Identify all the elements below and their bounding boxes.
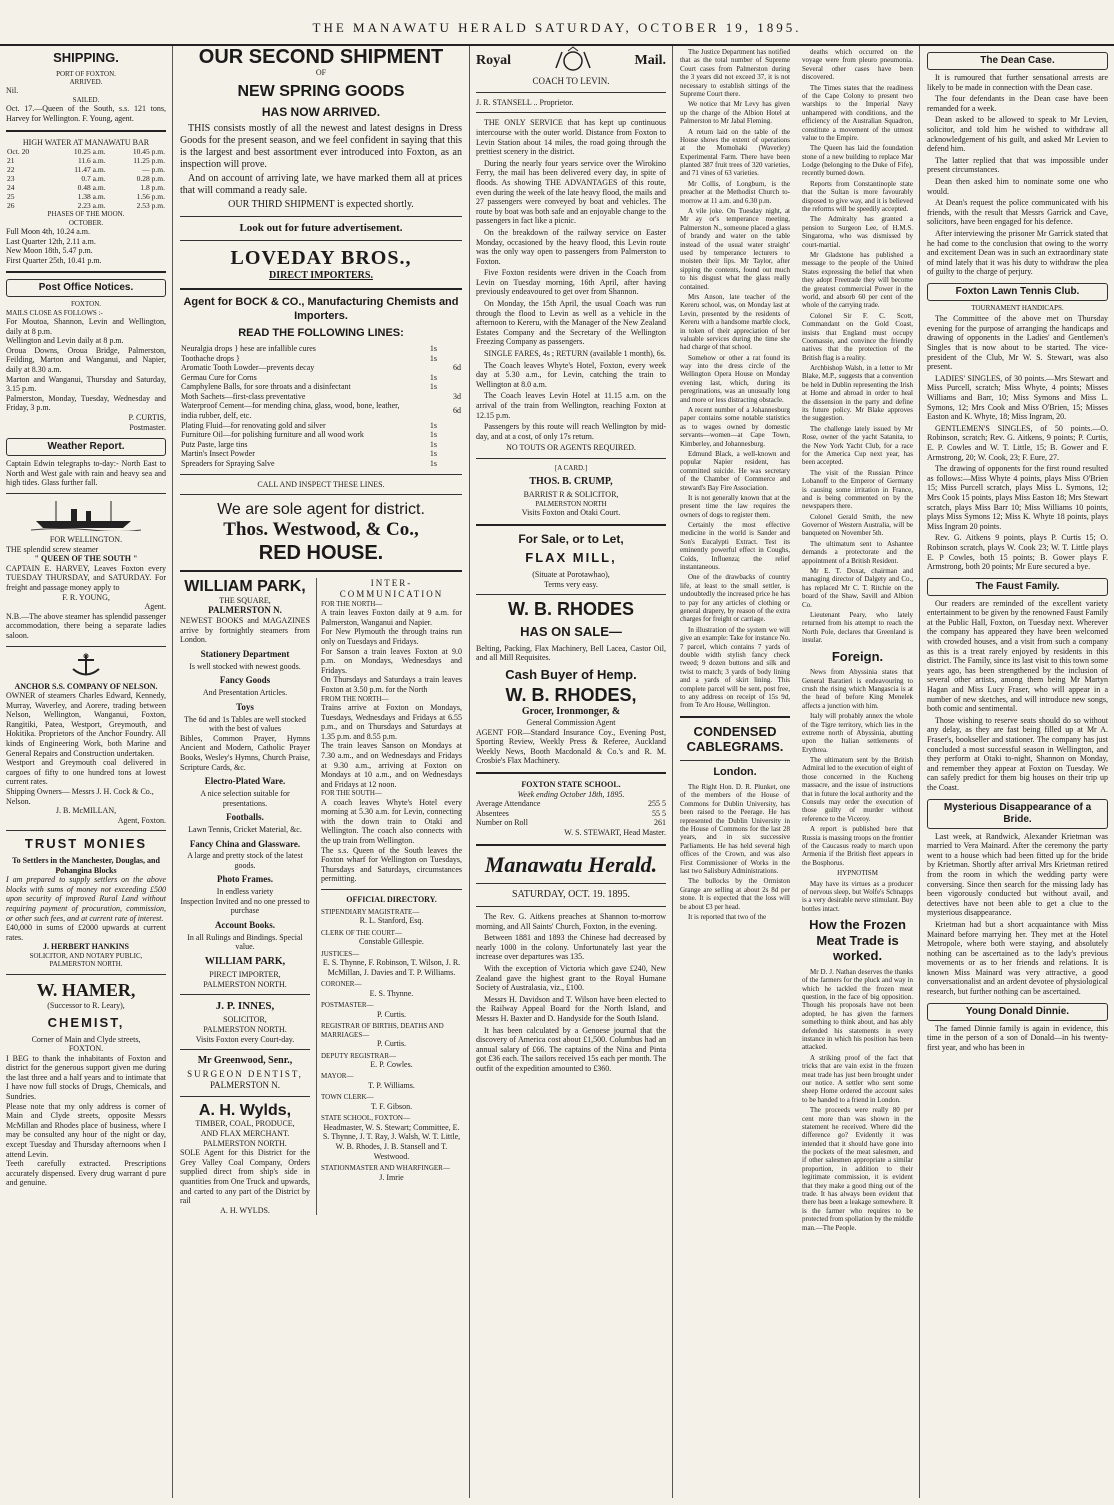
directory-office: CORONER— [321,980,362,989]
price-row [180,354,462,364]
column-4: The Justice Department has notified that as the total number of Supreme Court cases from Palmerston during the 3 years did not exceed 37, it is not necessary to establish sittings of the Supreme Court there. We notice that Mr Levy has given up the charge of the Albion Hotel at Palmerston to Mr Jabal Fleming. A return laid on the table of the House shows the extent of operations at the Momohaki (Waverley) Experimental Farm. There have been planted 387 fruit trees of 320 varieties, and 71 vines of 63 varieties. Mr Collis, of Longburn, is the preacher at the Methodist Church to-morrow at 11 a.m. and 6.30 p.m. A vile joke. On Tuesday night, at Mr ay or's temperance meeting, Palmerston N., someone placed a glass of brandy and water on the table instead of the usual water straight' used by temperance lecturers to moisten their lips. Mr Taylor, after sipping the contents, found out much to his disgust what the glass really contained. Mrs Anson, late teacher of the Kereru school, was, on Monday last at Levin, presented by the residents of Kereru with a handsome marble clock, in token of their appreciation of her valuable services during the time she had charge of that school. Somehow or other a rat found its way into the dress circle of the Wellington Opera House on Monday evening last, which, during its peregrinations, was an unusually long and more or less distracting obstacle. A recent number of a Johannesburg paper contains some notable statistics as to wages owned by domestic servants—women—at Cape Town, Kimberley, and Johannesburg. Edmund Black, a well-known and popular Napier resident, has committed suicide. He was secretary of the Chamber of Commerce and steward's Bay Fire Association. It is not generally known that at the present time the law requires the owners of dogs to register them. Certainly the most effective medicine in the world is Sander and Son's Eucalypti Extract. Test its eminently powerful effect in Coughs, Colds, Influenza; the relief instantaneous. One of the drawbacks of country life, at least to the small settler, is undoubtedly the increased price he has to pay for any articles of clothing or general drapery, by reason of the extra charges for freight or carriage. In illustration of the system we will give an example: Take for instance No. 7 parcel, which contains 7 yards of double width stylish fancy check tweed; 9 dozen buttons and silk and twist to match; 3 yards of body lining and a yards of skirt lining. This complete parcel will be sent, post free, to any address on receipt of 15s 9d, from Te Aro House, Wellington. CONDENSED CABLEGRAMS. London. The Right Hon. D. R. Plunket, one of the members of the House of Commons for Dublin University, has been raised to the Peerage. He has represented the Dublin University in the House of Commons for the last 28 years, and in six successive Parliaments. He has held several high offices of the Crown, and was also First Commissioner of Works in the last two Salisbury Administrations. The bullocks by the Ormiston Grange are selling at about 2s 8d per stone. It is expected that the loss will be about £3 per head. It is reported that two of the [680,48,790,921]
news-paragraph: Archbishop Walsh, in a letter to Mr Blake, M.P., suggests that a convention be held in Dublin representing the Irish at Home and abroad in order to heal the dissension in the party and define its future policy. Mr Blake approves the suggestion. [802,364,913,423]
tide-cell: 24 [7,183,15,193]
price-cell [414,392,438,402]
price-cell [438,430,462,440]
directory-holder: Constable Gillespie. [359,936,424,946]
tide-row [6,192,166,201]
tide-cell: 1.38 a.m. [77,192,106,202]
directory-holder: P. Curtis. [376,1009,407,1019]
tide-row [6,174,166,183]
tide-row [6,156,166,165]
tide-row [6,165,166,174]
price-cell: 1s [429,430,437,440]
tennis-title: Foxton Lawn Tennis Club. [927,283,1108,301]
for-wellington-title: FOR WELLINGTON. [49,534,123,544]
tide-cell: 11.47 a.m. [74,165,106,175]
tide-title: HIGH WATER AT MANAWATU BAR [22,137,150,147]
directory-office: JUSTICES— [321,949,360,958]
bock-price-list [180,344,462,469]
column-5: The Dean Case. It is rumoured that further sensational arrests are likely to be made in connection with the Dean case. The four defendants in the Dean case have been remanded for a week. Dean asked to be allowed to speak to Mr Levien, solicitor, and told him he wished to withdraw all acknowledgement of his guilt, and asked Mr Levien to defend him. The latter replied that that was impossible under present circumstances. Dean then asked him to nominate some one who would. At Dean's request the police communicated with his friends, with the result that Messrs Garrick and Cave, solicitors, have been engaged for his defence. After interviewing the prisoner Mr Garrick stated that he had come to the conclusion that owing to the worry and excitement Dean was in such an extraordinary state of mind lately that it was his duty to withdraw the plea of guilty to the charge of perjury. Foxton Lawn Tennis Club. TOURNAMENT HANDICAPS. The Committee of the above met on Thursday evening for the purpose of arranging the handicaps and drawing of opponents in the Ladies' and Gentlemen's Singles that is now about to be started. The vice-president of the Club, Mr W. S. Stewart, was also present. LADIES' SINGLES, of 30 points.—Mrs Stewart and Miss Purcell, scratch; Miss Whyte, 4 points; Misses Williams and Barr, 10; Miss Symons and Miss L. Symons, 12; Mrs Cook and Miss O'Brien, 15; Misses Easton and K. Whyte, 18; Miss Ingram, 20. GENTLEMEN'S SINGLES, of 50 points.—O. Robinson, scratch; Rev. G. Aitkens, 9 points; P. Curtis, E. P. Cowles and W. T. Little, 15; B. Gower and F. Armstrong, 20; W. Cook, 23; F. Eure, 27. The drawing of opponents for the first round resulted as follows:—Miss Whyte 4 points, plays Miss O'Brien 15; Miss Purcell scratch, plays Miss L. Symons, 12; Mrs Cook 15 points, plays Miss Easton 18; Mrs Stewart scratch, plays Miss Barr 10; Miss Williams 10 points, plays Miss Symons 12; Miss K. Whyte 18 points, plays Miss Ingram 20 points. Rev. G. Aitkens 9 points, plays P. Curtis 15; O. Robinson scratch, plays W. Cook 23; W. T. Little plays E. P Cowles, both 15 points; B. Gower plays F. Armstrong, both 20 points; Mr Eure secured a bye. The Faust Family. Our readers are reminded of the excellent variety entertainment to be given by the renowned Faust Family at the Public Hall, Foxton, on Tuesday next. Wherever the company has appeared they have been welcomed with crowded houses, and a visit from such a company as this is a treat rarely enjoyed by residents in this district. The Family, since its last visit to this town some years ago, has been strengthened by the inclusion of several other artists, among them being Mr Martyn Hagan and Miss Lucy Fraser, who will appear in a number of new sketches, and will introduce new songs, both comic and sentimental. Those wishing to reserve seats should do so without any delay, as they are fast being filled up at Mr A. Fraser's, bookseller and stationer. The company has just concluded a most successful season in Wellington, and they perform at Otaki to-night, Shannon on Monday, and remember they appear at Foxton on Tuesday. We can safely predict for them big houses on their trip up the Coast. Mysterious Disappearance of a Bride. Last week, at Randwick, Alexander Krietman was married to Vera Mainard. After the ceremony the party went to a house which had been fitted up for the bride by Krietman. Shortly after arrival Mrs Krietman retired from the room in which the wedding party were conversing. Since then search for the missing lady has been vigorously conducted but without avail, and detectives have not been able to get a clue to the mysterious disappearance. Krietman had but a short acquaintance with Miss Mainard before marrying her. They met at the Hotel Metropole, where both were staying, and absolutely nothing can be ascertained as to the lady's previous movements or as to her friends and relations. It is known Miss Mainard was very attractive, a good conversationalist and an ardent devotee of physiological research, but further nothing can be ascertained. Young Donald Dinnie. The famed Dinnie family is again in evidence, this time in the person of a son of Donald—in his twenty-first year, and who has been in [921,46,1114,1498]
news-paragraph: A striking proof of the fact that tricks that are vain exist in the frozen meat trade has just been brought under our notice. A settler who sent some sheep Home ordered the account sales to be handed to a friend in London. [802,1053,913,1104]
faust-title: The Faust Family. [927,578,1108,596]
news-heading: Foreign. [831,648,884,664]
price-row [180,449,462,459]
price-row [180,421,462,431]
price-cell: Toothache drops } [181,353,240,363]
news-paragraph: The visit of the Russian Prince Lobanoff to the Emperor of Germany is causing some irritation in France, and is being commented on by the newspapers there. [802,468,913,511]
directory-holder: R. L. Stanford, Esq. [359,916,424,925]
directory-office: STATIONMASTER AND WHARFINGER— [321,1164,450,1173]
price-row [180,382,462,392]
news-heading: HYPNOTISM [837,869,878,878]
mysterious-title: Mysterious Disappearance of a Bride. [927,799,1108,829]
price-cell: Plating Fluid—for renovating gold and silver [181,420,326,430]
directory-holder: E. S. Thynne, F. Robinson, T. Wilson, J. R. McMillan, J. Davies and T. P. Williams. [322,957,461,977]
news-paragraph: Mr E. T. Doxat, chairman and managing director of Dalgety and Co., has replaced Mr C. T. Ritchie on the board of the Shaw, Savill and Albion Co. [802,567,913,609]
tide-row [6,183,166,192]
directory-holder: P. Curtis. [376,1038,407,1048]
news-paragraph: A report is published here that Russia is massing troops on the frontier of the Caucasus ready to march upon Armenia if the British fleet appears in the Bosphorus. [802,825,913,867]
moon-phase: New Moon 18th, 5.47 p.m. [6,246,93,256]
moon-phase: First Quarter 25th, 10.41 p.m. [6,255,102,265]
news-paragraph: Italy will probably annex the whole of the Tigre territory, which lies in the extreme north of Abyssinia, abutting upon the Italian settlements of Erythrea. [802,712,913,754]
tide-cell: 2.53 p.m. [136,201,165,211]
price-row [180,344,462,354]
news-paragraph: The Times states that the readiness of the Cape Colony to present two warships to the Imperial Navy unhampered with conditions, and the efficiency of the Australian Squadron, constitute a movement of the utmost value to the Empire. [802,83,913,142]
dinnie-title: Young Donald Dinnie. [927,1003,1108,1021]
directory-holder: T. P. Williams. [368,1080,415,1090]
price-row [180,392,462,402]
price-cell: 1s [429,439,437,449]
inter-communication: INTER-COMMUNICATION FOR THE NORTH— A train leaves Foxton daily at 9 a.m. for Palmerston, Wanganui and Napier. For New Plymouth the through trains run only on Tuesdays and Fridays. For Sanson a train leaves Foxton at 9.0 p.m. on Mondays, Wednesdays and Fridays. On Thursdays and Saturdays a train leaves Foxton at 3.50 p.m. for the North FROM THE NORTH— Trains arrive at Foxton on Mondays, Tuesdays, Wednesdays and Fridays at 6.55 p.m., and on Thursdays and Saturdays at 1.35 p.m. and 8.55 p.m. The train leaves Sanson on Mondays at 7.30 a.m., and on Wednesdays and Fridays at 9.30 a.m., arriving at Foxton on Mondays at 10 a.m., and on Wednesdays and Fridays at 12 noon. FOR THE SOUTH— A coach leaves Whyte's Hotel every morning at 5.30 a.m. for Levin, connecting with the down train to Otaki and Wellington. The coach also connects with the up train from Wellington. The s.s. Queen of the South leaves the Foxton wharf for Wellington on Tuesdays, Thursdays and Saturdays, circumstances permitting. OFFICIAL DIRECTORY. STIPENDIARY MAGISTRATE— R. L. Stanford, Esq. CLERK OF THE COURT— Constable Gillespie. JUSTICES— E. S. Thynne, F. Robinson, T. Wilson, J. R. McMillan, J. Davies and T. P. Williams. CORONER— E. S. Thynne. POSTMASTER— P. Curtis. REGISTRAR OF BIRTHS, DEATHS AND MARRIAGES— P. Curtis. DEPUTY REGISTRAR— E. P. Cowles. MAYOR— T. P. Williams. TOWN CLERK— T. F. Gibson. STATE SCHOOL, FOXTON— Headmaster, W. S. Stewart; Committee, E. S. Thynne, J. T. Ray, J. Walsh, W. T. Little, W. B. Rhodes, J. B. Stansell and T. Westwood. STATIONMASTER AND WHARFINGER— J. Imrie [316,578,462,1215]
price-cell: 6d [453,363,461,373]
price-row [180,459,462,469]
price-cell [438,354,462,364]
mail-line: For Moutoa, Shannon, Levin and Wellington, daily at 8 p.m. [6,317,166,336]
price-cell [438,421,462,431]
tide-cell: Oct. 20 [7,147,30,157]
news-paragraph: Lieutenant Peary, who lately returned from his attempt to reach the North Pole, declares that Greenland is insular. [802,611,913,645]
directory-holder: E. S. Thynne. [369,988,414,998]
price-cell [438,449,462,459]
tide-row [6,201,166,210]
tide-cell: 10.45 p.m. [132,147,165,157]
news-paragraph: The Admiralty has granted a pension to Surgeon Lee, of H.M.S. Singaroma, who was dismissed by court-martial. [802,215,913,249]
tide-row [6,147,166,156]
mail-line: Palmerston, Monday, Tuesday, Wednesday and Friday, 3 p.m. [6,393,166,413]
column-1: SHIPPING. PORT OF FOXTON. ARRIVED. Nil. SAILED. Oct. 17.—Queen of the South, s.s. 121 tons, Harvey for Wellington. F. Young, agent. HIGH WATER AT MANAWATU BAR Oct. 20 10.25 a.m. 10.45 p.m. 21 11.6 a.m. 11.25 p.m. 22 11.47 a.m. — p.m. 23 0.7 a.m. 0.28 p.m. 24 0.48 a.m. 1.8 p.m. 25 1.38 a.m. 1.56 p.m. 26 2.23 a.m. 2.53 p.m. PHASES OF THE MOON. OCTOBER. Full Moon 4th, 10.24 a.m. Last Quarter 12th, 2.11 a.m. New Moon 18th, 5.47 p.m. First Quarter 25th, 10.41 p.m. Post Office Notices. FOXTON. MAILS CLOSE AS FOLLOWS :- For Moutoa, Shannon, Levin and Wellington, daily at 8 p.m. Wellington and Levin daily at 8 p.m. Oroua Downs, Oroua Bridge, Palmerston, Feilding, Marton and Wanganui, and Napier, daily at 8.30 a.m. Marton and Wanganui, Thursday and Saturday, 3.15 p.m. Palmerston, Monday, Tuesday, Wednesday and Friday, 3 p.m. P. CURTIS, Postmaster. Weather Report. Captain Edwin telegraphs to-day:- North East to North and West gale with rain and heavy sea and high tides. Glass further fall. FOR WELLINGTON. THE splendid screw steamer " QUEEN OF THE SOUTH " CAPTAIN E. HARVEY, Leaves Foxton every TUESDAY THURSDAY, and SATURDAY. For freight and passage money apply to F. R. YOUNG, Agent. N.B.—The above steamer has splendid passenger accommodation, there being a separate ladies saloon. ANCHOR S.S. COMPANY OF NELSON. OWNER of steamers Charles Edward, Kennedy, Murray, Waverley, and Aorere, trading between Nelson, Wellington, Wanganui, Foxton, Rangitiki, Patea, Westport, Greymouth, and Hokitika. Proprietors of the Anchor Foundry. All kinds of Engineering Work, both Marine and General Repairs and Construction undertaken. Westport and Greymouth coal delivered in cargoes of fifty to one hundred tons at lowest current rates. Shipping Owners— Messrs J. H. Cock & Co., Nelson. J. B. McMILLAN, Agent, Foxton. TRUST MONIES To Settlers in the Manchester, Douglas, and Pohangina Blocks I am prepared to supply settlers on the above blocks with sums of money not exceeding £500 upon security of improved Rural Land without requiring payment of procuration, commission, or other such fees, and at current rate of interest. £40,000 in sums of £2000 upwards at current rates. J. HERBERT HANKINS SOLICITOR, AND NOTARY PUBLIC, PALMERSTON NORTH. W. HAMER, (Successor to R. Leary), CHEMIST, Corner of Main and Clyde streets, FOXTON. I BEG to thank the inhabitants of Foxton and district for the generous support given me during the last three and a half years and to intimate that I have now full stocks of Drugs, Chemicals, and Sundries. Please note that my only address is corner of Main and Clyde streets, opposite Messrs McMillan and Rhodes place of business, where I may be consulted any hour of the night or day, except Tuesday and Thursday afternoons when I attend Levin. Teeth carefully extracted. Prescriptions accurately dispensed. Every drug warrant d pure and genuine. [6,50,166,1188]
news-paragraph: Reports from Constantinople state that the Sultan is more favourably disposed to give way, and it is believed the reforms will be speedily accepted. [802,179,913,214]
price-cell: 3d [453,391,461,401]
news-paragraph: The challenge lately issued by Mr Rose, owner of the yacht Satanita, to the New York Yacht Club, for a race for the America Cup next year, has been accepted. [802,424,913,467]
trust-monies-title: TRUST MONIES [24,836,148,852]
second-shipment-title: OUR SECOND SHIPMENT [198,46,444,68]
steamer-illustration [31,499,141,531]
price-cell: Moth Sachets—first-class preventative [181,391,306,401]
price-row [180,401,462,420]
price-cell: 1s [429,343,437,353]
directory-office: DEPUTY REGISTRAR— [321,1051,396,1060]
post-office-title: Post Office Notices. [6,279,166,297]
price-row [180,363,462,373]
tide-cell: — p.m. [142,165,165,175]
column-2: OUR SECOND SHIPMENT OF NEW SPRING GOODS HAS NOW ARRIVED. THIS consists mostly of all the newest and latest designs in Dress Goods for the present season, and we feel confident in saying that this is the largest and best assortment ever introduced into Foxton, as an inspection will prove. And on account of arriving late, we have marked them all at prices that will command a ready sale. OUR THIRD SHIPMENT is expected shortly. Look out for future advertisement. LOVEDAY BROS., DIRECT IMPORTERS. Agent for BOCK & CO., Manufacturing Chemists and Importers. READ THE FOLLOWING LINES: Neuralgia drops } hese are infallible cures 1s Toothache drops } 1s Aromatic Tooth Lowder—prevents decay 6d Germau Cure for Corns 1s Camphylene Balls, for sore throats and a disinfectant 1s Moth Sachets—first-class preventative 3d Waterproof Cement—for mending china, glass, wood, bone, leather, india rubber, delf, etc. 6d Plating Fluid—for renovating gold and silver 1s Furniture Oil—for polishing furniture and all wood work 1s Putz Paste, large tins 1s Martin's Insect Powder 1s Spreaders for Spraying Salve 1s CALL AND INSPECT THESE LINES. We are sole agent for district. Thos. Westwood, & Co., RED HOUSE. WILLIAM PARK, THE SQUARE, PALMERSTON N. NEWEST BOOKS and MAGAZINES arrive by fortnightly steamers from London. Stationery Department Is well stocked with newest goods. Fancy Goods And Presentation Articles. Toys The 6d and 1s Tables are well stocked with the best of values Bibles, Common Prayer, Hymns Ancient and Modern, Catholic Prayer Books, Wesley's Hymns, Church Praise, Scripture Cards, &c. Electro-Plated Ware. A nice selection suitable for presentations. Footballs. Lawn Tennis, Cricket Material, &c. Fancy China and Glassware. A large and pretty stock of the latest goods. Photo Frames. In endless variety Inspection Invited and no one pressed to purchase Account Books. In all Rulings and Bindings. Special value. WILLIAM PARK, PIRECT IMPORTER, PALMERSTON NORTH. J. P. INNES, SOLICITOR, PALMERSTON NORTH. Visits Foxton every Court-day. Mr Greenwood, Senr., SURGEON DENTIST, PALMERSTON N. A. H. Wylds, TIMBER, COAL, PRODUCE, AND FLAX MERCHANT. PALMERSTON NORTH. SOLE Agent for this District for the Grey Valley Coal Company, Orders supplied direct from ship's side in quantities from One Truck and upwards, and carted to any part of the District by rail A. H. WYLDS. INTER-COMMUNICATION FOR THE NORTH— A train leaves Foxton daily at 9 a.m. for Palmerston, Wanganui and Napier. For New Plymouth the through trains run only on Tuesdays and Fridays. For Sanson a train leaves Foxton at 9.0 p.m. on Mondays, Wednesdays and Fridays. On Thursdays and Saturdays a train leaves Foxton at 3.50 p.m. for the North FROM THE NORTH— Trains arrive at Foxton on Mondays, Tuesdays, Wednesdays and Fridays at 6.55 p.m., and on Thursdays and Saturdays at 1.35 p.m. and 8.55 p.m. The train leaves Sanson on Mondays at 7.30 a.m., and on Wednesdays and Fridays at 9.30 a.m., arriving at Foxton on Mondays at 10 a.m., and on Wednesdays and Fridays at 12 noon. FOR THE SOUTH— A coach leaves Whyte's Hotel every morning at 5.30 a.m. for Levin, connecting with the down train to Otaki and Wellington. The coach also connects with the up train from Wellington. The s.s. Queen of the South leaves the Foxton wharf for Wellington on Tuesdays, Thursdays and Saturdays, circumstances permitting. OFFICIAL DIRECTORY. STIPENDIARY MAGISTRATE— R. L. Stanford, Esq. CLERK OF THE COURT— Constable Gillespie. JUSTICES— E. S. Thynne, F. Robinson, T. Wilson, J. R. McMillan, J. Davies and T. P. Williams. CORONER— E. S. Thynne. POSTMASTER— P. Curtis. REGISTRAR OF BIRTHS, DEATHS AND MARRIAGES— P. Curtis. DEPUTY REGISTRAR— E. P. Cowles. MAYOR— T. P. Williams. TOWN CLERK— T. F. Gibson. STATE SCHOOL, FOXTON— Headmaster, W. S. Stewart; Committee, E. S. Thynne, J. T. Ray, J. Walsh, W. T. Little, W. B. Rhodes, J. B. Stansell and T. Westwood. STATIONMASTER AND WHARFINGER— J. Imrie [180,46,462,1215]
news-paragraph: Colonel Gerald Smith, the new Governor of Western Australia, will be banqueted on November 5th. [802,512,913,538]
tide-table [6,147,166,210]
price-cell [438,373,462,383]
price-cell: 6d [453,406,461,416]
price-cell [414,363,438,373]
directory-holder: E. P. Cowles. [370,1059,413,1069]
price-cell: 1s [429,449,437,459]
moon-phase: Last Quarter 12th, 2.11 a.m. [6,236,96,246]
price-cell: 1s [429,372,437,382]
price-cell: Aromatic Tooth Lowder—prevents decay [181,363,315,373]
price-cell: 1s [429,459,437,469]
tide-cell: 0.7 a.m. [81,174,106,184]
dean-case-title: The Dean Case. [927,52,1108,70]
moon-phase: Full Moon 4th, 10.24 a.m. [6,226,91,236]
price-cell [438,344,462,354]
news-heading: How the Frozen Meat Trade is worked. [809,917,906,964]
price-cell [414,401,438,420]
price-cell: Martin's Insect Powder [181,449,255,459]
tide-cell: 21 [7,156,15,166]
directory-office: TOWN CLERK— [321,1093,374,1102]
tide-cell: 23 [7,174,15,184]
news-paragraph: deaths which occurred on the voyage were from pleuro pneumonia. Several other cases have been discovered. [802,48,913,82]
price-row [180,373,462,383]
masthead: THE MANAWATU HERALD SATURDAY, OCTOBER 19, 1895. [0,0,1114,46]
price-cell: 1s [429,382,437,392]
hamer-name: W. HAMER, [36,979,136,1000]
column-3: Royal Mail. COACH TO LEVIN. J. R. STANSELL .. Proprietor. THE ONLY SERVICE that has kept up continuous intercourse with the outer world. Distance from Foxton to Levin Station about 14 miles, the road going through the prettiest scenery in the district. During the nearly four years service over the Wirokino Ferry, the mail has been delivered every day, in spite of floods. As showing THE ADVANTAGES of this route, even during the week of the late heavy flood, the mails and 27 passengers were conveyed by boat and vehicles. The route by boat was both safe and an enjoyable change to the passengers in fact like a picnic. On the breakdown of the railway service on Easter Monday, occasioned by the heavy flood, this Levin route was the only way open to passengers from Palmerston to Foxton. Five Foxton residents were driven in the Coach from Levin on Tuesday morning, 16th April, after having previously endeavoured to get over from Shannon. On Monday, the 15th April, the usual Coach was run through the flood to Levin as well as a vehicle in the afternoon to Kereru, with the Manager of the New Zealand Estates Company and the Secretary of the Wellington Freezing Company as passengers. SINGLE FARES, 4s ; RETURN (available 1 month), 6s. The Coach leaves Whyte's Hotel, Foxton, every week day at 5.30 a.m., for Levin, catching the train to Wellington at 8.0 a.m. The Coach leaves Levin Hotel at 11.15 a.m. on the arrival of the train from Wellington, reaching Foxton at 12.15 p.m. Passengers by this route will reach Wellington by mid-day, and at a cost, of only 17s return. NO TOUTS OR AGENTS REQUIRED. [A CARD.] THOS. B. CRUMP, BARRIST R & SOLICITOR, PALMERSTON NORTH Visits Foxton and Otaki Court. For Sale, or to Let, FLAX MILL, (Situate at Porotawhao), Terms very easy. W. B. RHODES HAS ON SALE— Belting, Packing, Flax Machinery, Bell Lacea, Castor Oil, and all Mill Requisites. Cash Buyer of Hemp. W. B. RHODES, Grocer, Ironmonger, & General Commission Agent AGENT FOR—Standard Insurance Coy., Evening Post, Sporting Review, Weekly Press & Referee, Auckland Weekly News, Booth Macdonald & Co.'s and R. M. Crosbie's Flax Machinery. FOXTON STATE SCHOOL. Week ending October 18th, 1895. Average Attendance 255 5 Absentees 55 5 Number on Roll 261 W. S. STEWART, Head Master. Manawatu Herald. SATURDAY, OCT. 19. 1895. The Rev. G. Aitkens preaches at Shannon to-morrow morning, and All Saints' Church, Foxton, in the evening. Between 1881 and 1893 the Chinese had decreased by nearly 1000 in the colony. Unfortunately last year the increase over departures was 135. With the exception of Victoria which gave £240, New Zealand gave the highest grant to the Royal Humane Society of Australasia, viz., £100. Messrs H. Davidson and T. Wilson have been elected to the Railway Appeal Board for the North Island, and Messrs H. Baxter and D. Handyside for the South Island. It has been calculated by a Genoese journal that the discovery of America cost about £1,500. Columbus had an annual salary of £66. The captains of the Nina and Pinta got £36 each. The sailors received 15s each per month. The outfit of the expedition amounted to £360. [470,46,672,1498]
tide-cell: 22 [7,165,15,175]
directory-office: MAYOR— [321,1072,354,1081]
directory-office: CLERK OF THE COURT— [321,928,402,937]
price-cell: Neuralgia drops } hese are infallible cures [181,343,316,353]
column-4b [796,46,919,1498]
royal-crest-icon [548,46,598,76]
tide-cell: 11.25 p.m. [133,156,165,166]
mail-line: Marton and Wanganui, Thursday and Saturday, 3.15 p.m. [6,374,166,394]
news-paragraph: The ultimatum sent to Ashantee demands a protectorate and the appointment of a British Resident. [802,539,913,565]
news-paragraph: Mr D. J. Nathan deserves the thanks of the farmers for the pluck and way in which he tackled the frozen meat question, in the face of big opposition. Though his proposals have not been adopted, he has given the farmers something to think about, and has ably defended his statements in every instance in which his position has been attacked. [802,967,913,1052]
price-cell: Furniture Oil—for polishing furniture and all wood work [181,430,364,440]
directory-office: STATE SCHOOL, FOXTON— [321,1114,410,1123]
price-cell: 1s [429,353,437,363]
price-cell: Germau Cure for Corns [181,372,257,382]
tide-cell: 0.48 a.m. [77,183,106,193]
tide-cell: 10.25 a.m. [73,147,106,157]
tide-cell: 26 [7,201,15,211]
news-paragraph: News from Abyssinia states that General Baratieri is endeavouring to crush the rising which Mangascia is at the head of before King Menelek affects a junction with him. [802,668,913,710]
news-paragraph: Colonel Sir F. C. Scott, Commandant on the Gold Coast, insists that England must occupy Coomassie, and convince the friendly natives that the protection of the British flag is a reality. [802,311,913,362]
mail-line: Oroua Downs, Oroua Bridge, Palmerston, Feilding, Marton and Wanganui, and Napier, daily at 8.30 a.m. [6,345,166,375]
weather-title: Weather Report. [6,438,166,456]
directory-office: REGISTRAR OF BIRTHS, DEATHS AND MARRIAGES— [321,1022,444,1039]
tide-cell: 1.8 p.m. [140,183,165,193]
price-cell: 1s [429,420,437,430]
directory-office: POSTMASTER— [321,1001,374,1010]
tide-cell: 0.28 p.m. [136,174,165,184]
directory-holder: J. Imrie [379,1172,404,1182]
price-cell [438,440,462,450]
price-row [180,440,462,450]
news-paragraph: The ultimatum sent by the British Admiral led to the execution of eight of those concerned in the Kucheng massacre, and the issue of instructions that in future the local authority and the Consuls may order the execution of those guilty of murder without reference to the Viceroy. [802,756,913,823]
tide-cell: 1.56 p.m. [136,192,165,202]
price-cell: Spreaders for Spraying Salve [181,459,275,469]
price-cell: Putz Paste, large tins [181,439,248,449]
price-cell: Camphylene Balls, for sore throats and a disinfectant [181,382,351,392]
tide-cell: 25 [7,192,15,202]
tide-cell: 11.6 a.m. [77,156,106,166]
moon-phases [6,227,166,265]
anchor-icon [51,652,121,678]
directory-office: STIPENDIARY MAGISTRATE— [321,907,420,916]
william-park-ad: WILLIAM PARK, THE SQUARE, PALMERSTON N. NEWEST BOOKS and MAGAZINES arrive by fortnightly steamers from London. Stationery Department Is well stocked with newest goods. Fancy Goods And Presentation Articles. Toys The 6d and 1s Tables are well stocked with the best of values Bibles, Common Prayer, Hymns Ancient and Modern, Catholic Prayer Books, Wesley's Hymns, Church Praise, Scripture Cards, &c. Electro-Plated Ware. A nice selection suitable for presentations. Footballs. Lawn Tennis, Cricket Material, &c. Fancy China and Glassware. A large and pretty stock of the latest goods. Photo Frames. In endless variety Inspection Invited and no one pressed to purchase Account Books. In all Rulings and Bindings. Special value. WILLIAM PARK, PIRECT IMPORTER, PALMERSTON NORTH. J. P. INNES, SOLICITOR, PALMERSTON NORTH. Visits Foxton every Court-day. Mr Greenwood, Senr., SURGEON DENTIST, PALMERSTON N. A. H. Wylds, TIMBER, COAL, PRODUCE, AND FLAX MERCHANT. PALMERSTON NORTH. SOLE Agent for this District for the Grey Valley Coal Company, Orders supplied direct from ship's side in quantities from One Truck and upwards, and carted to any part of the District by rail A. H. WYLDS. [180,578,310,1215]
herald-title: Manawatu Herald. [484,851,658,877]
mail-line: Wellington and Levin daily at 8 p.m. [6,336,124,346]
news-paragraph: The Queen has laid the foundation stone of a new building to replace Mar Lodge (belonging to the Duke of Fife), recently burned down. [802,144,913,178]
price-cell: Waterproof Cement—for mending china, glass, wood, bone, leather, india rubber, delf, etc. [181,401,400,421]
directory-holder: Headmaster, W. S. Stewart; Committee, E. S. Thynne, J. T. Ray, J. Walsh, W. T. Little, W. B. Rhodes, J. B. Stansell and T. Westwood. [322,1122,461,1161]
loveday-bros: LOVEDAY BROS., [230,247,412,270]
news-paragraph: May have its virtues as a producer of nervous sleep, but Wolfe's Schnapps is a very desirable nerve stimulant. Buy bottles intact. [802,879,913,913]
tide-cell: 2.23 a.m. [77,201,106,211]
price-cell [438,382,462,392]
price-cell [438,459,462,469]
price-row [180,430,462,440]
news-paragraph: The proceeds were really 80 per cent more than was shown in the statement he received. Where did the difference go? Evidently it was intended that it should have gone into the pockets of the meat salesmen, and if other salesmen appropriate a similar proportion, in addition to their legitimate commission, it is evident that they make a good thing out of the trade. It has always been evident that there has been a leakage somewhere. It is the farmer who requires to be protected from spoliation by the middle man.—The People. [802,1106,914,1232]
news-paragraph: Mr Gladstone has published a message to the people of the United States expressing the belief that when they adopt Freetrade they will become the greatest commercial Power in the world, and absorb 60 per cent of the whole of the carrying trade. [802,250,913,310]
directory-holder: T. F. Gibson. [370,1101,413,1111]
cablegrams-title: CONDENSED CABLEGRAMS. [686,723,784,755]
official-directory [321,908,462,1183]
shipping-title: SHIPPING. [53,50,119,65]
